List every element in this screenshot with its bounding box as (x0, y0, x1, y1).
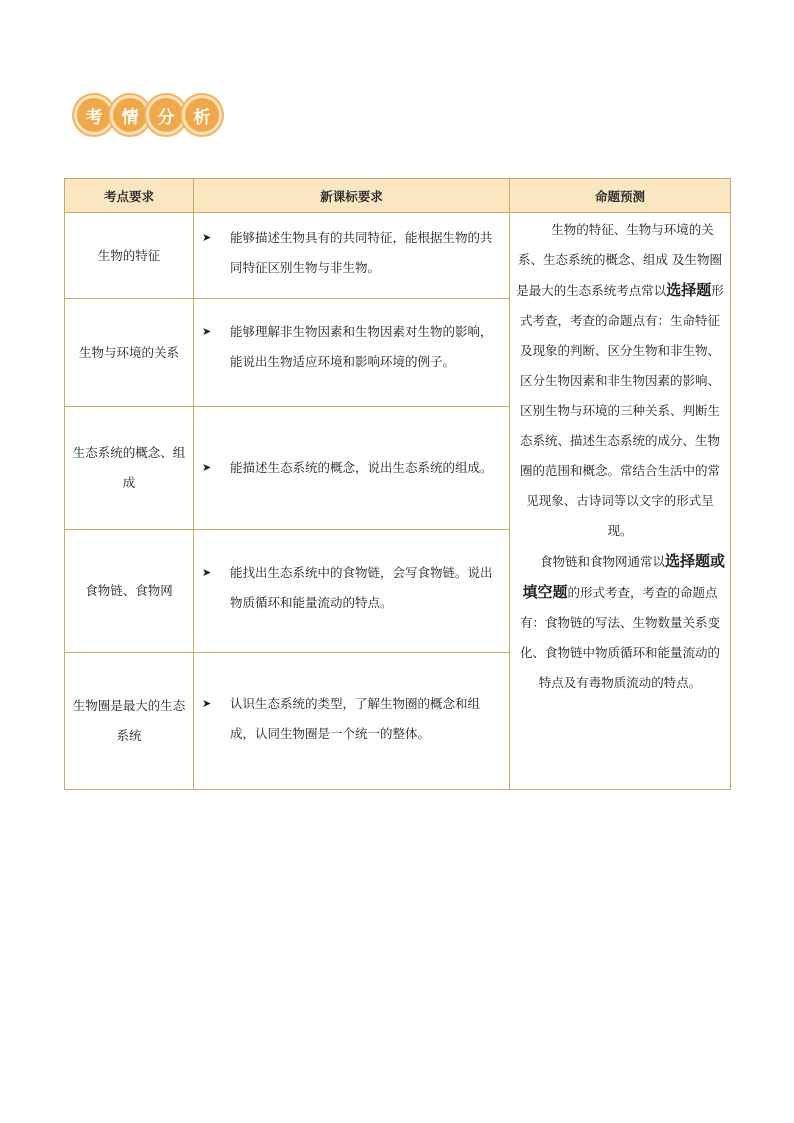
prediction-text: 食物链和食物网通常以 (539, 554, 665, 569)
requirement-cell (194, 213, 510, 299)
requirement-text: 能够描述生物具有的共同特征，能根据生物的共同特征区别生物与非生物。 (230, 230, 493, 275)
header-point: 考点要求 (65, 179, 194, 213)
title-badge: 考 (74, 95, 114, 135)
point-cell: 生物的特征 (65, 213, 194, 299)
prediction-paragraph-1 (514, 213, 726, 546)
requirement-cell (194, 407, 510, 530)
section-title-badges (74, 95, 218, 135)
requirement-text: 能描述生态系统的概念，说出生态系统的组成。 (230, 460, 493, 475)
requirement-text: 能找出生态系统中的食物链，会写食物链。说出物质循环和能量流动的特点。 (230, 565, 493, 610)
arrow-bullet-icon: ➤ (202, 461, 212, 474)
prediction-text: 的形式考查，考查的命题点有：食物链的写法、生物数量关系变化、食物链中物质循环和能量流动的特点及有毒物质流动的特点。 (519, 585, 720, 690)
title-badge: 分 (146, 95, 186, 135)
requirement-cell (194, 530, 510, 653)
requirement-text: 能够理解非生物因素和生物因素对生物的影响，能说出生物适应环境和影响环境的例子。 (230, 324, 493, 369)
prediction-cell (510, 213, 731, 790)
table-row (65, 213, 731, 299)
requirement-text: 认识生态系统的类型，了解生物圈的概念和组成，认同生物圈是一个统一的整体。 (230, 696, 481, 741)
prediction-text: 生物的特征、生物与环境的关系、生态系统的概念、组成 及生物圈是最大的生态系统考点常以 (516, 222, 722, 298)
arrow-bullet-icon: ➤ (202, 231, 212, 244)
point-cell: 生态系统的概念、组成 (65, 407, 194, 530)
prediction-emphasis: 选择题 (666, 281, 712, 299)
prediction-emphasis: 选择题或填空题 (522, 552, 726, 601)
prediction-text: 形式考查，考查的命题点有：生命特征及现象的判断、区分生物和非生物、区分生物因素和非生物因素的影响、区别生物与环境的三种关系、判断生态系统、描述生态系统的成分、生物圈的范围和概念。常结合生活中的常见现象、古诗词等以文字的形式呈现。 (519, 283, 724, 538)
point-cell: 生物与环境的关系 (65, 299, 194, 407)
prediction-paragraph-2 (514, 546, 726, 698)
arrow-bullet-icon: ➤ (202, 325, 212, 338)
exam-analysis-table (64, 178, 731, 790)
title-badge: 情 (110, 95, 150, 135)
requirement-cell (194, 299, 510, 407)
header-prediction: 命题预测 (510, 179, 731, 213)
point-cell: 生物圈是最大的生态系统 (65, 653, 194, 790)
title-badge: 析 (182, 95, 222, 135)
header-requirement: 新课标要求 (194, 179, 510, 213)
point-cell: 食物链、食物网 (65, 530, 194, 653)
arrow-bullet-icon: ➤ (202, 566, 212, 579)
table-header-row (65, 179, 731, 213)
requirement-cell (194, 653, 510, 790)
arrow-bullet-icon: ➤ (202, 697, 212, 710)
